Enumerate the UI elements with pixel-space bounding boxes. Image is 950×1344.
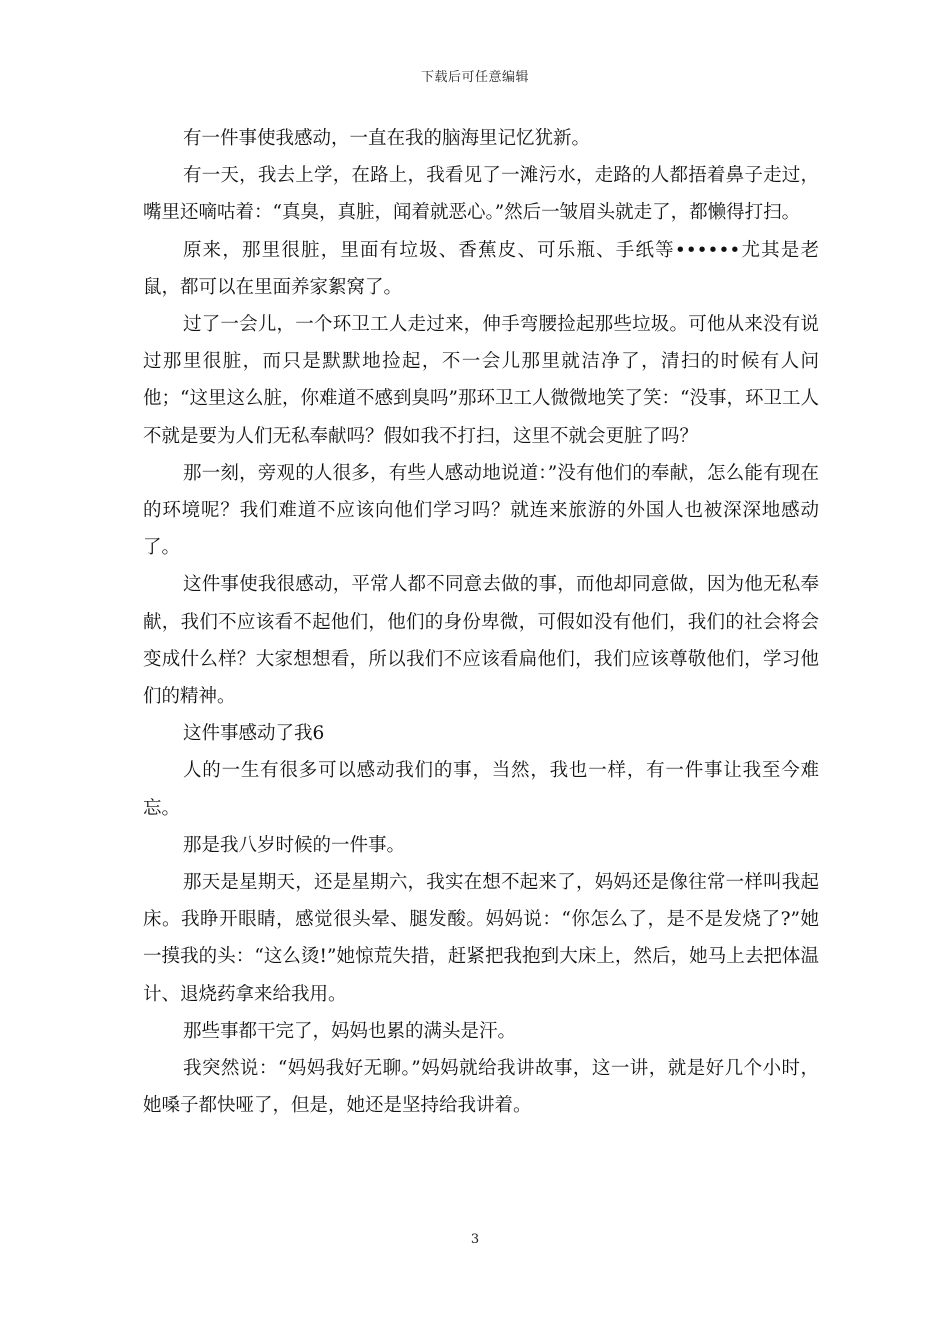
paragraph: 这件事使我很感动，平常人都不同意去做的事，而他却同意做，因为他无私奉献，我们不应该看不起他们，他们的身份卑微，可假如没有他们，我们的社会将会变成什么样？大家想想看，所以我们不应该看扁他们，我们应该尊敬他们，学习他们的精神。: [143, 574, 819, 708]
paragraph: 过了一会儿，一个环卫工人走过来，伸手弯腰捡起那些垃圾。可他从来没有说过那里很脏，而只是默默地捡起，不一会儿那里就洁净了，清扫的时候有人问他；“这里这么脏，你难道不感到臭吗”那环卫工人微微地笑了笑：“没事，环卫工人不就是要为人们无私奉献吗？假如我不打扫，这里不就会更脏了吗？: [143, 314, 819, 447]
page-number: 3: [470, 1232, 480, 1247]
paragraph: 有一天，我去上学，在路上，我看见了一滩污水，走路的人都捂着鼻子走过，嘴里还嘀咕着：“真臭，真脏，闻着就恶心。”然后一皱眉头就走了，都懒得打扫。: [143, 165, 819, 224]
paragraph: 那是我八岁时候的一件事。: [183, 834, 406, 856]
paragraph: 那一刻，旁观的人很多，有些人感动地说道：”没有他们的奉献，怎么能有现在的环境呢？我们难道不应该向他们学习吗？就连来旅游的外国人也被深深地感动了。: [143, 462, 819, 559]
paragraph: 那些事都干完了，妈妈也累的满头是汗。: [183, 1020, 517, 1042]
paragraph: 有一件事使我感动，一直在我的脑海里记忆犹新。: [183, 128, 591, 149]
paragraph: 我突然说：“妈妈我好无聊。”妈妈就给我讲故事，这一讲，就是好几个小时，她嗓子都快哑了，但是，她还是坚持给我讲着。: [143, 1058, 819, 1117]
paragraph: 人的一生有很多可以感动我们的事，当然，我也一样，有一件事让我至今难忘。: [143, 760, 819, 819]
section-title: 这件事感动了我6: [183, 723, 325, 745]
document-body: [143, 120, 819, 1124]
page-header: 下载后可任意编辑: [420, 70, 529, 85]
paragraph: 原来，那里很脏，里面有垃圾、香蕉皮、可乐瓶、手纸等••••••尤其是老鼠，都可以在里面养家絮窝了。: [143, 239, 819, 298]
paragraph: 那天是星期天，还是星期六，我实在想不起来了，妈妈还是像往常一样叫我起床。我睁开眼睛，感觉很头晕、腿发酸。妈妈说：“你怎么了，是不是发烧了?”她一摸我的头：“这么烫!”她惊荒失措，赶紧把我抱到大床上，然后，她马上去把体温计、退烧药拿来给我用。: [143, 872, 819, 1005]
